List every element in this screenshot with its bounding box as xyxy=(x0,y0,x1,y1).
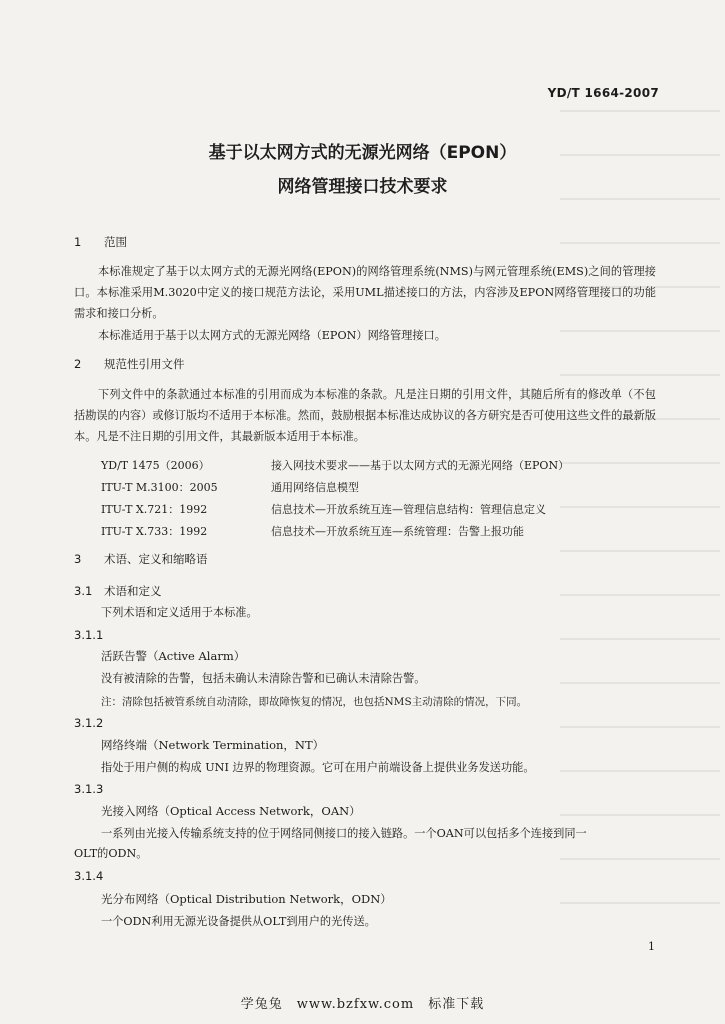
page-number: 1 xyxy=(648,940,655,953)
term-definition: 没有被清除的告警，包括未确认未清除告警和已确认未清除告警。 xyxy=(101,672,426,685)
term-number: 3.1.4 xyxy=(74,869,104,883)
section-title: 规范性引用文件 xyxy=(104,357,185,371)
section-2-heading xyxy=(74,356,185,372)
term-number: 3.1.1 xyxy=(74,628,104,642)
term-definition-continued: OLT的ODN。 xyxy=(74,847,148,860)
reference-name: 信息技术—开放系统互连—管理信息结构：管理信息定义 xyxy=(271,503,546,516)
section-1-para-1: 本标准规定了基于以太网方式的无源光网络(EPON)的网络管理系统(NMS)与网元管理系统(EMS)之间的管理接口。本标准采用M.3020中定义的接口规范方法论，采用UML描述接口的方法，内容涉及EPON网络管理接口的功能需求和接口分析。 xyxy=(74,265,656,320)
section-3-1-heading xyxy=(74,583,162,599)
term-definition: 一系列由光接入传输系统支持的位于网络同侧接口的接入链路。一个OAN可以包括多个连接到同一 xyxy=(101,827,587,840)
footer-watermark: 学兔兔 www.bzfxw.com 标准下载 xyxy=(240,997,485,1012)
section-number: 1 xyxy=(74,235,82,249)
section-number: 3 xyxy=(74,552,82,566)
section-title: 范围 xyxy=(104,235,127,249)
term-number: 3.1.3 xyxy=(74,782,104,796)
reference-name: 信息技术—开放系统互连—系统管理：告警上报功能 xyxy=(271,525,524,538)
section-1-heading xyxy=(74,234,127,250)
reference-code: ITU-T M.3100：2005 xyxy=(101,481,218,494)
section-number: 3.1 xyxy=(74,584,93,598)
term-name: 网络终端（Network Termination，NT） xyxy=(101,738,325,752)
title-line-2: 网络管理接口技术要求 xyxy=(277,177,448,197)
term-definition: 一个ODN利用无源光设备提供从OLT到用户的光传送。 xyxy=(101,915,376,928)
term-definition: 指处于用户侧的构成 UNI 边界的物理资源。它可在用户前端设备上提供业务发送功能。 xyxy=(101,761,535,774)
section-1-para-2: 本标准适用于基于以太网方式的无源光网络（EPON）网络管理接口。 xyxy=(98,329,446,342)
section-title: 术语和定义 xyxy=(104,584,162,598)
reference-code: YD/T 1475（2006） xyxy=(101,459,210,472)
term-name: 光分布网络（Optical Distribution Network，ODN） xyxy=(101,892,392,906)
term-note: 注：清除包括被管系统自动清除，即故障恢复的情况，也包括NMS主动清除的情况，下同。 xyxy=(101,696,528,708)
section-3-1-intro: 下列术语和定义适用于本标准。 xyxy=(101,606,258,619)
title-line-1: 基于以太网方式的无源光网络（EPON） xyxy=(208,143,517,163)
term-number: 3.1.2 xyxy=(74,716,104,730)
term-name: 活跃告警（Active Alarm） xyxy=(101,649,246,663)
reference-name: 通用网络信息模型 xyxy=(271,481,359,494)
section-number: 2 xyxy=(74,357,82,371)
term-name: 光接入网络（Optical Access Network，OAN） xyxy=(101,804,361,818)
standard-id: YD/T 1664-2007 xyxy=(547,86,659,100)
section-3-heading xyxy=(74,551,208,567)
bleed-through-shadow xyxy=(560,110,720,930)
section-2-para-1: 下列文件中的条款通过本标准的引用而成为本标准的条款。凡是注日期的引用文件，其随后所有的修改单（不包括勘误的内容）或修订版均不适用于本标准。然而，鼓励根据本标准达成协议的各方研究是否可使用这些文件的最新版本。凡是不注日期的引用文件，其最新版本适用于本标准。 xyxy=(74,388,656,443)
reference-name: 接入网技术要求——基于以太网方式的无源光网络（EPON） xyxy=(271,459,570,472)
section-title: 术语、定义和缩略语 xyxy=(104,552,208,566)
reference-code: ITU-T X.733：1992 xyxy=(101,525,208,538)
reference-code: ITU-T X.721：1992 xyxy=(101,503,208,516)
